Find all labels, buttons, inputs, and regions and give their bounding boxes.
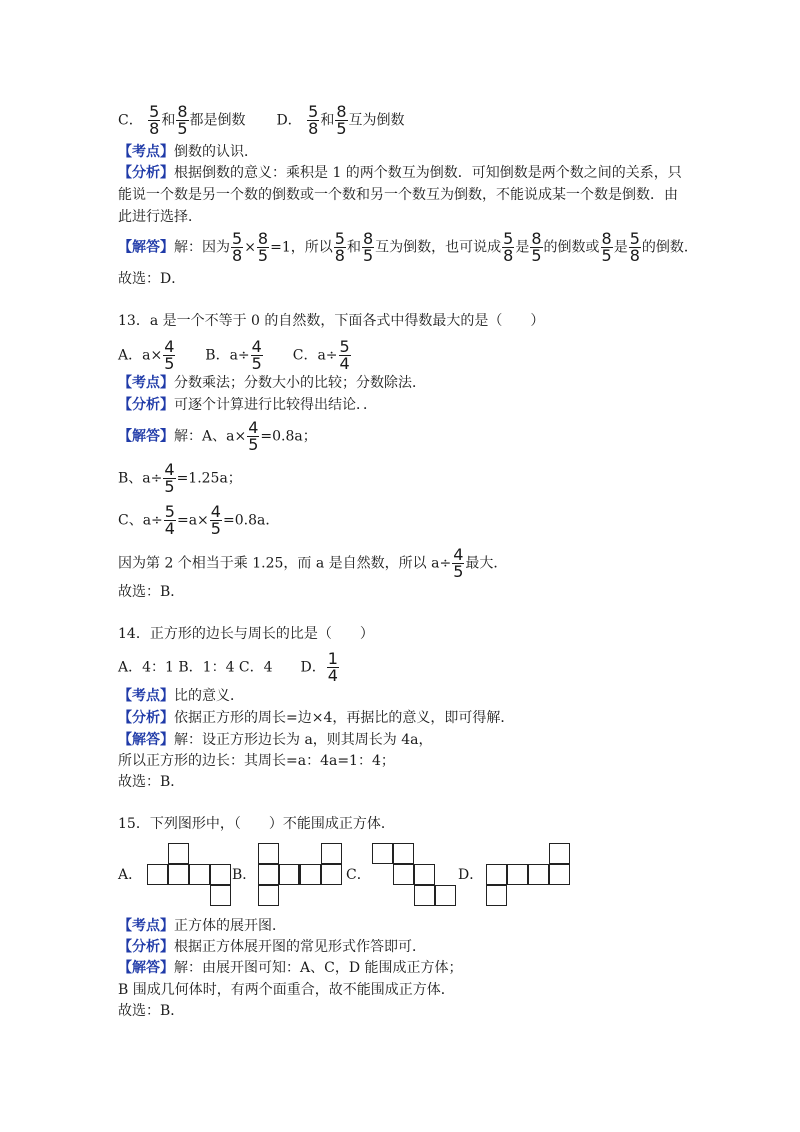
q14-options: A．4：1 B．1：4 C．4 D． $\frac{1}{4}$ [118, 649, 338, 685]
q14-line2: 所以正方形的边长：其周长=a：4a=1：4； [118, 753, 395, 769]
q15-fenxi: 【分析】根据正方体展开图的常见形式作答即可． [118, 939, 426, 955]
q15-line2: B 围成几何体时，有两个面重合，故不能围成正方体． [118, 982, 455, 998]
q12-options: C． $\frac{5}{8}$ 和 $\frac{8}{5}$ 都是倒数 D． $\frac{5}{8}$ 和 $\frac{8}{5}$ 互为倒数 [118, 102, 405, 138]
q12-fenxi-1: 【分析】根据倒数的意义：乘积是 1 的两个数互为倒数．可知倒数是两个数之间的关系，只 [118, 165, 682, 181]
net-a-label: A． [118, 867, 143, 883]
q14-fenxi: 【分析】依据正方形的周长=边×4，再据比的意义，即可得解． [118, 710, 515, 726]
fraction: $\frac{8}{5}$ [177, 102, 188, 138]
q13-stem: 13．a 是一个不等于 0 的自然数，下面各式中得数最大的是（ ） [118, 313, 545, 329]
q13-jieda-b: B、a÷ $\frac{4}{5}$ =1.25a； [118, 460, 242, 496]
net-d-label: D． [458, 867, 484, 883]
q12-fenxi-3: 此进行选择． [118, 209, 202, 225]
q14-kaodian: 【考点】比的意义． [118, 688, 244, 704]
q14-answer: 故选：B． [118, 774, 185, 790]
q14-jieda: 【解答】解：设正方形边长为 a，则其周长为 4a， [118, 732, 433, 748]
q13-options: A．a× $\frac{4}{5}$ B．a÷ $\frac{4}{5}$ C．a÷ $\frac{5}{4}$ [118, 337, 350, 373]
q13-jieda-a: 【解答】解：A、a× $\frac{4}{5}$ =0.8a； [118, 418, 317, 454]
net-b-label: B． [232, 867, 257, 883]
q13-kaodian: 【考点】分数乘法；分数大小的比较；分数除法． [118, 375, 426, 391]
q13-jieda-c: C、a÷ $\frac{5}{4}$ =a× $\frac{4}{5}$ =0.8a． [118, 502, 280, 538]
q13-conclusion: 因为第 2 个相当于乘 1.25，而 a 是自然数，所以 a÷ $\frac{4}{5}$ 最大． [118, 545, 508, 581]
q13-fenxi: 【分析】可逐个计算进行比较得出结论．． [118, 397, 377, 413]
q12-jieda: 【解答】解：因为 $\frac{5}{8}$ × $\frac{8}{5}$ =1，所以 $\frac{5}{8}$ 和 $\frac{8}{5}$ 互为倒数，也可说成 $\frac{5}{8}$ 是 $\frac{8}{5}$ 的倒数或 $\frac{8}{5}$ 是 $\frac{5}{8}$ 的倒数． [118, 229, 698, 265]
net-c-label: C． [346, 867, 371, 883]
fraction: $\frac{5}{8}$ [308, 102, 319, 138]
q15-kaodian: 【考点】正方体的展开图． [118, 918, 286, 934]
q15-answer: 故选：B． [118, 1003, 185, 1019]
q14-stem: 14．正方形的边长与周长的比是（ ） [118, 626, 374, 642]
q13-answer: 故选：B． [118, 584, 185, 600]
option-c-label: C． [118, 112, 143, 129]
q12-answer: 故选：D． [118, 271, 186, 287]
fraction: $\frac{8}{5}$ [336, 102, 347, 138]
q12-fenxi-2: 能说一个数是另一个数的倒数或一个数和另一个数互为倒数，不能说成某一个数是倒数．由 [118, 187, 678, 203]
q15-jieda: 【解答】解：由展开图可知：A、C，D 能围成正方体； [118, 960, 463, 976]
option-d-label: D． [276, 112, 302, 129]
q15-stem: 15．下列图形中，（ ）不能围成正方体． [118, 816, 395, 832]
q12-kaodian: 【考点】倒数的认识． [118, 144, 258, 160]
fraction: $\frac{5}{8}$ [149, 102, 160, 138]
